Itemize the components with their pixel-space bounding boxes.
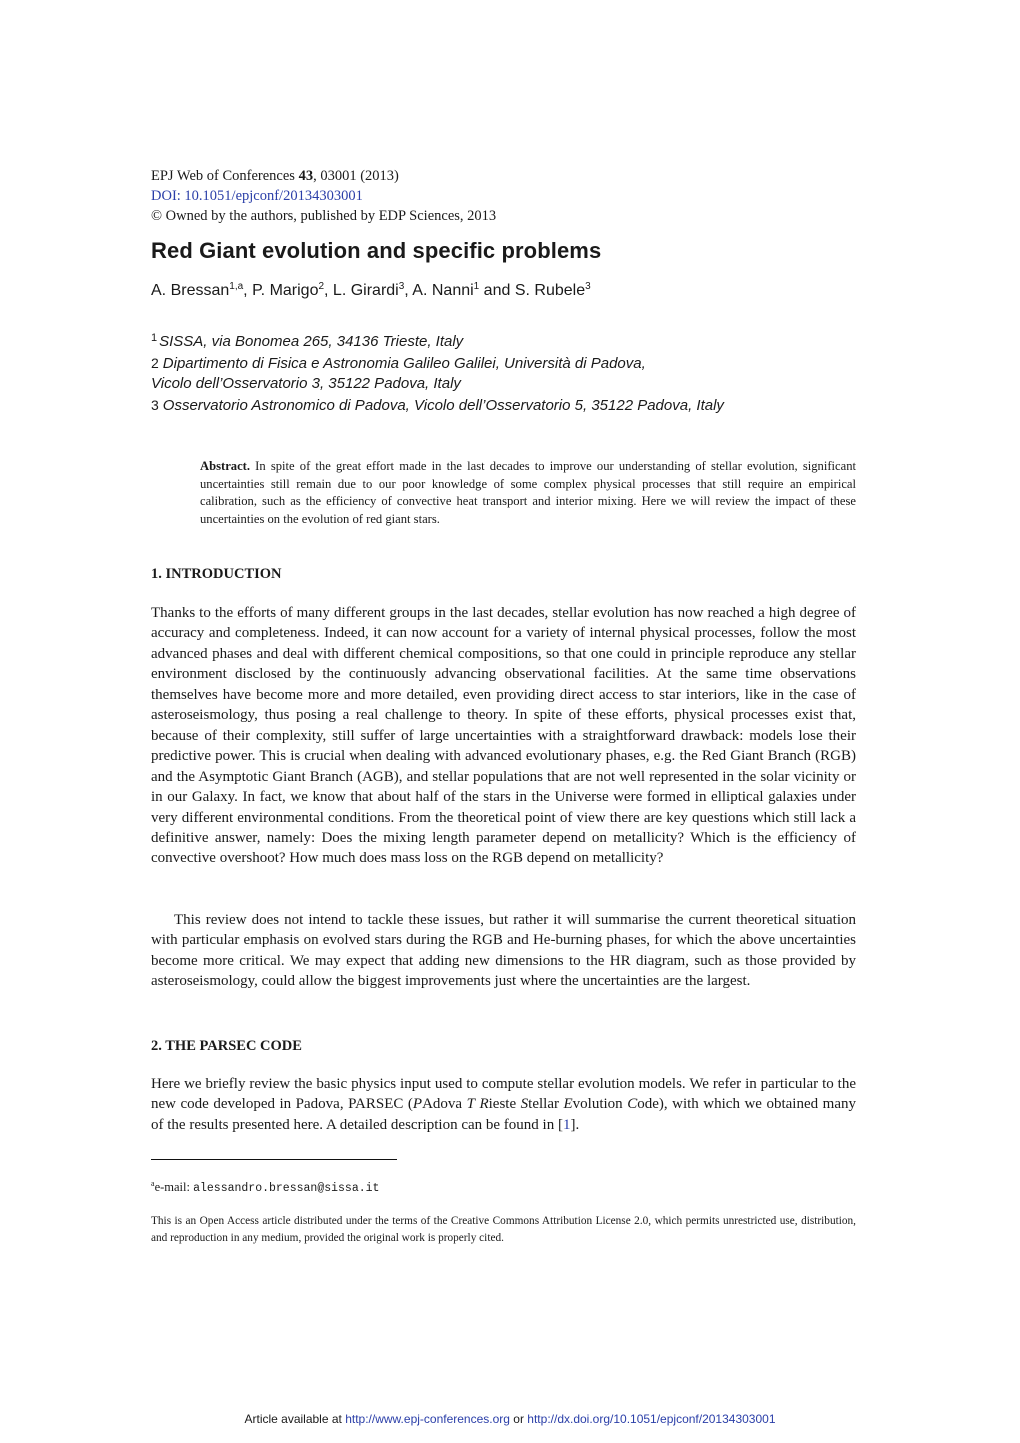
journal-header xyxy=(151,166,496,226)
paragraph: Thanks to the efforts of many different groups in the last decades, stellar evolution has now reached a high degree of accuracy and completeness. Indeed, it can now account for a variety of internal physical processes, follow the most advanced phases and deal with different chemical compositions, so that one could in principle reproduce any stellar environment disclosed by the continuously advancing observational facilities. At the same time observations themselves have become more and more detailed, even providing direct access to star interiors, like in the case of asteroseismology, thus posing a real challenge to theory. In spite of these efforts, physical processes exist that, because of their complexity, still suffer of large uncertainties with a straightforward drawback: models lose their predictive power. This is crucial when dealing with advanced evolutionary phases, e.g. the Red Giant Branch (RGB) and the Asymptotic Giant Branch (AGB), and stellar populations that are not well represented in the solar vicinity or in our Galaxy. In fact, we know that about half of the stars in the Universe were formed in elliptical galaxies under very different environmental conditions. From the theoretical point of view there are key questions which still lack a definitive answer, namely: Does the mixing length parameter depend on metallicity? Which is the efficiency of convective overshoot? How much does mass loss on the RGB depend on metallicity? xyxy=(151,605,856,867)
section-heading-introduction: 1. INTRODUCTION xyxy=(151,566,282,582)
author-name: P. Marigo xyxy=(252,282,319,299)
author-name: A. Nanni xyxy=(412,282,474,299)
abstract-text: In spite of the great effort made in the last decades to improve our understanding of stellar evolution, significant uncertainties still remain due to our poor knowledge of some complex physical processes that still require an empirical calibration, such as the efficiency of convective heat transport and interior mixing. Here we will review the impact of these uncertainties on the evolution of red giant stars. xyxy=(200,459,856,527)
reference-link[interactable]: 1 xyxy=(562,1116,571,1133)
affiliation-3: 3 Osservatorio Astronomico di Padova, Vicolo dell’Osservatorio 5, 35122 Padova, Italy xyxy=(151,396,724,414)
author-list: A. Bressan$^{1,a}$, P. Marigo$^2$, L. Girardi$^3$, A. Nanni$^1$ and S. Rubele$^3$ xyxy=(151,281,591,299)
copyright-line: © Owned by the authors, published by EDP Sciences, 2013 xyxy=(151,208,497,224)
paper-title: Red Giant evolution and specific problems xyxy=(151,238,602,263)
section-heading-parsec: 2. THE PARSEC CODE xyxy=(151,1038,302,1054)
author-name: S. Rubele xyxy=(514,282,586,299)
abstract xyxy=(200,458,856,529)
doi-link[interactable]: DOI: 10.1051/epjconf/20134303001 xyxy=(151,188,363,204)
author-name: A. Bressan xyxy=(151,282,230,299)
affiliation-1: $^1$ SISSA, via Bonomea 265, 34136 Trieste, Italy xyxy=(151,332,464,350)
paragraph: Here we briefly review the basic physics input used to compute stellar evolution models. We refer in particular to the new code developed in Padova, PARSEC (PAdova T Rieste Stellar Evolution Code), with which we obtained many of the results presented here. A detailed description can be found in [1]. xyxy=(151,1076,856,1133)
article-availability: Article available at http://www.epj-conferences.org or http://dx.doi.org/10.1051/epjconf/20134303001 xyxy=(244,1412,776,1426)
footnote: $^a$e-mail: alessandro.bressan@sissa.it xyxy=(151,1179,380,1195)
license-notice: This is an Open Access article distributed under the terms of the Creative Commons Attribution License 2.0, which permits unrestricted use, distribution, and reproduction in any medium, provided the original work is properly cited. xyxy=(151,1215,856,1244)
affiliation-2-cont: Vicolo dell’Osservatorio 3, 35122 Padova, Italy xyxy=(151,375,461,392)
doi-url-link[interactable]: http://dx.doi.org/10.1051/epjconf/20134303001 xyxy=(527,1412,776,1426)
footnote-divider xyxy=(151,1159,397,1160)
author-name: L. Girardi xyxy=(332,282,399,299)
journal-link[interactable]: http://www.epj-conferences.org xyxy=(345,1412,510,1426)
journal-citation: EPJ Web of Conferences 43, 03001 (2013) xyxy=(151,168,399,184)
abstract-label: Abstract. xyxy=(200,459,251,473)
copyright-icon: © xyxy=(151,208,163,224)
paragraph: This review does not intend to tackle these issues, but rather it will summarise the current theoretical situation with particular emphasis on evolved stars during the RGB and He-burning phases, for which the above uncertainties become more critical. We may expect that adding new dimensions to the HR diagram, such as those provided by asteroseismology, could allow the biggest improvements just where the uncertainties are the largest. xyxy=(151,912,856,990)
affiliation-2: 2 Dipartimento di Fisica e Astronomia Galileo Galilei, Università di Padova, xyxy=(151,354,646,372)
email-address: alessandro.bressan@sissa.it xyxy=(193,1182,380,1195)
journal-volume: 43 xyxy=(298,168,314,184)
affiliations xyxy=(151,332,724,416)
